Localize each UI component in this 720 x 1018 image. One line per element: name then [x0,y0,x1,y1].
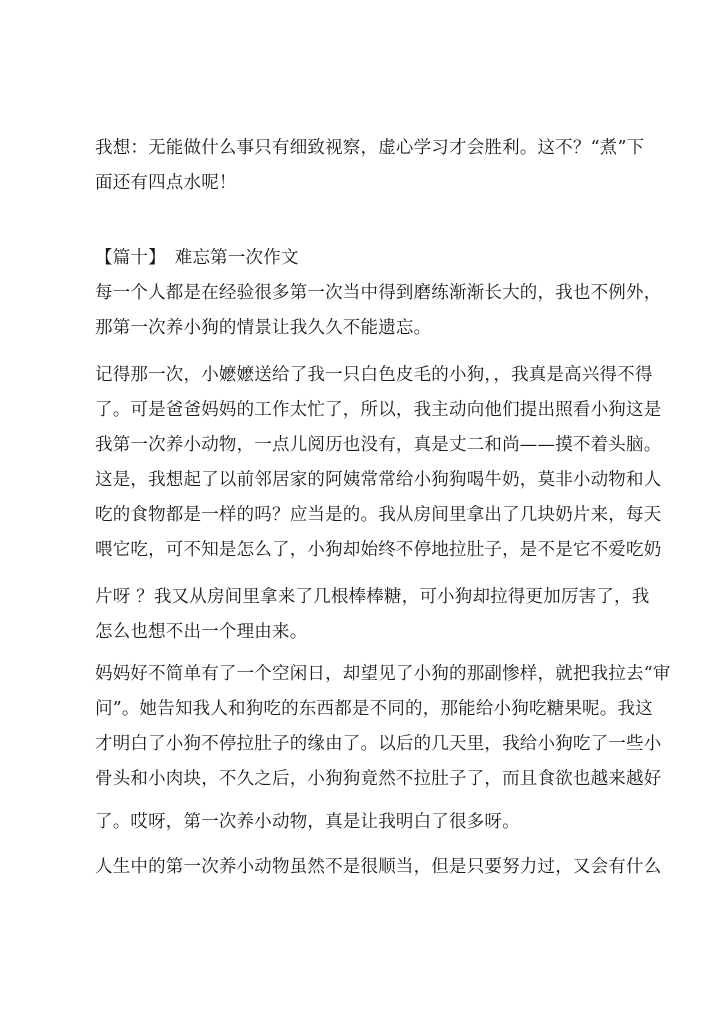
text-line: 我想：无能做什么事只有细致视察，虚心学习才会胜利。这不？“煮”下 [95,138,645,158]
text-line: 吃的食物都是一样的吗？应当是的。我从房间里拿出了几块奶片来，每天 [95,505,662,525]
text-line: 问”。她告知我人和狗吃的东西都是不同的，那能给小狗吃糖果呢。我这 [95,699,653,719]
text-line: 骨头和小肉块，不久之后，小狗狗竟然不拉肚子了，而且食欲也越来越好 [95,769,662,789]
text-line: 每一个人都是在经验很多第一次当中得到磨练渐渐长大的，我也不例外， [95,283,662,303]
text-line: 记得那一次，小嬷嬷送给了我一只白色皮毛的小狗，，我真是高兴得不得 [95,365,653,385]
text-line: 片呀 ？我又从房间里拿来了几根棒棒糖，可小狗却拉得更加厉害了，我 [95,587,650,607]
text-line: 人生中的第一次养小动物虽然不是很顺当，但是只要努力过，又会有什么 [95,857,662,877]
text-line: 面还有四点水呢！ [95,173,237,193]
text-line: 了。哎呀，第一次养小动物，真是让我明白了很多呀。 [95,812,520,832]
text-line: 怎么也想不出一个理由来。 [95,622,308,642]
text-line: 那第一次养小狗的情景让我久久不能遗忘。 [95,318,432,338]
text-line: 了。可是爸爸妈妈的工作太忙了，所以，我主动向他们提出照看小狗这是 [95,400,662,420]
text-line: 才明白了小狗不停拉肚子的缘由了。以后的几天里，我给小狗吃了一些小 [95,734,662,754]
text-line: 妈妈好不简单有了一个空闲日，却望见了小狗的那副惨样，就把我拉去“审 [95,664,671,684]
text-line: 喂它吃，可不知是怎么了，小狗却始终不停地拉肚子，是不是它不爱吃奶 [95,540,662,560]
section-heading: 【篇十】 难忘第一次作文 [95,248,299,268]
text-line: 我第一次养小动物，一点儿阅历也没有，真是丈二和尚——摸不着头脑。 [95,435,662,455]
text-line: 这是，我想起了以前邻居家的阿姨常常给小狗狗喝牛奶，莫非小动物和人 [95,470,662,490]
